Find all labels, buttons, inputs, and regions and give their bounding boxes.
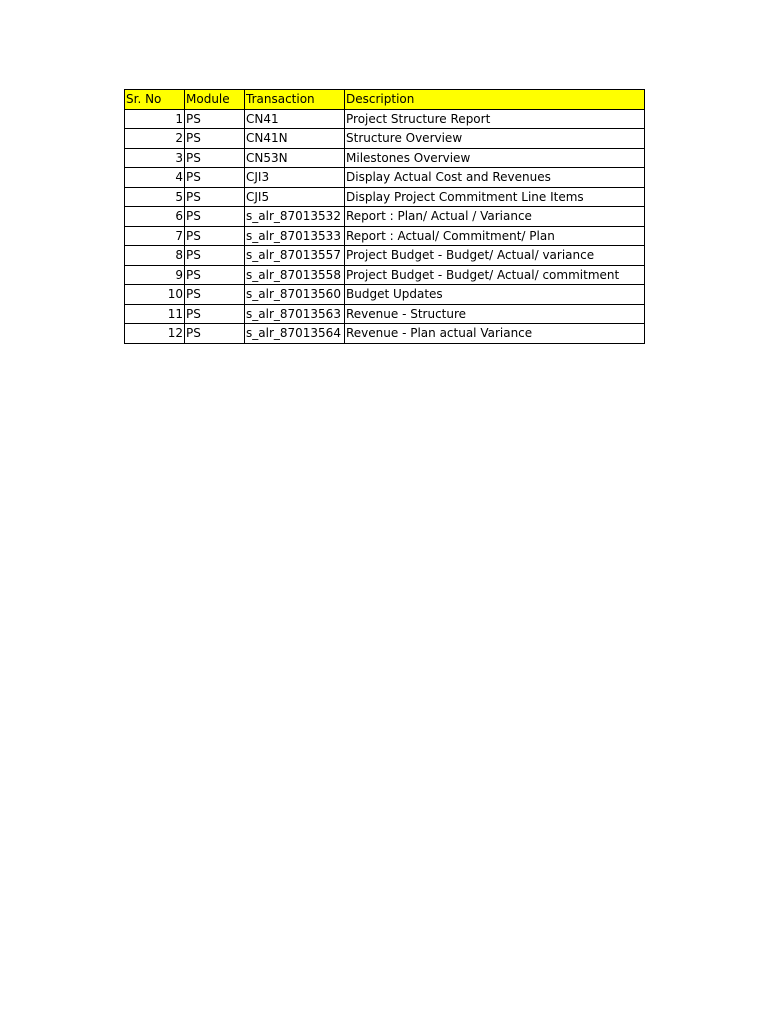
sr-no-cell: 4 — [125, 168, 185, 188]
sr-no-cell: 8 — [125, 246, 185, 266]
module-cell: PS — [185, 304, 245, 324]
sr-no-cell: 1 — [125, 109, 185, 129]
description-cell: Display Actual Cost and Revenues — [345, 168, 645, 188]
transaction-cell: s_alr_87013558 — [245, 265, 345, 285]
header-module: Module — [185, 90, 245, 110]
sr-no-cell: 2 — [125, 129, 185, 149]
module-cell: PS — [185, 129, 245, 149]
description-cell: Revenue - Structure — [345, 304, 645, 324]
transaction-cell: s_alr_87013563 — [245, 304, 345, 324]
module-cell: PS — [185, 285, 245, 305]
sr-no-cell: 5 — [125, 187, 185, 207]
sr-no-cell: 3 — [125, 148, 185, 168]
table-row — [125, 129, 645, 149]
transaction-cell: CJI3 — [245, 168, 345, 188]
table-row — [125, 246, 645, 266]
description-cell: Project Budget - Budget/ Actual/ variance — [345, 246, 645, 266]
module-cell: PS — [185, 207, 245, 227]
transaction-cell: s_alr_87013560 — [245, 285, 345, 305]
transaction-cell: CJI5 — [245, 187, 345, 207]
table-row — [125, 285, 645, 305]
description-cell: Budget Updates — [345, 285, 645, 305]
description-cell: Project Structure Report — [345, 109, 645, 129]
transaction-cell: CN41 — [245, 109, 345, 129]
table-body — [125, 109, 645, 343]
description-cell: Milestones Overview — [345, 148, 645, 168]
sr-no-cell: 10 — [125, 285, 185, 305]
description-cell: Project Budget - Budget/ Actual/ commitment — [345, 265, 645, 285]
module-cell: PS — [185, 148, 245, 168]
table-row — [125, 304, 645, 324]
sr-no-cell: 12 — [125, 324, 185, 344]
header-transaction: Transaction — [245, 90, 345, 110]
transaction-cell: s_alr_87013532 — [245, 207, 345, 227]
module-cell: PS — [185, 226, 245, 246]
header-description: Description — [345, 90, 645, 110]
module-cell: PS — [185, 168, 245, 188]
sr-no-cell: 6 — [125, 207, 185, 227]
transaction-cell: s_alr_87013533 — [245, 226, 345, 246]
table-row — [125, 265, 645, 285]
header-row — [125, 90, 645, 110]
description-cell: Revenue - Plan actual Variance — [345, 324, 645, 344]
table-row — [125, 226, 645, 246]
transaction-cell: s_alr_87013557 — [245, 246, 345, 266]
transaction-cell: CN53N — [245, 148, 345, 168]
transaction-cell: s_alr_87013564 — [245, 324, 345, 344]
module-cell: PS — [185, 109, 245, 129]
table-row — [125, 168, 645, 188]
table-row — [125, 187, 645, 207]
transaction-cell: CN41N — [245, 129, 345, 149]
sr-no-cell: 7 — [125, 226, 185, 246]
description-cell: Display Project Commitment Line Items — [345, 187, 645, 207]
description-cell: Report : Actual/ Commitment/ Plan — [345, 226, 645, 246]
table-row — [125, 324, 645, 344]
module-cell: PS — [185, 246, 245, 266]
description-cell: Report : Plan/ Actual / Variance — [345, 207, 645, 227]
module-cell: PS — [185, 324, 245, 344]
header-sr-no: Sr. No — [125, 90, 185, 110]
module-cell: PS — [185, 265, 245, 285]
sr-no-cell: 9 — [125, 265, 185, 285]
table-row — [125, 207, 645, 227]
description-cell: Structure Overview — [345, 129, 645, 149]
module-cell: PS — [185, 187, 245, 207]
sr-no-cell: 11 — [125, 304, 185, 324]
table-row — [125, 148, 645, 168]
transaction-table — [124, 89, 645, 344]
table-row — [125, 109, 645, 129]
